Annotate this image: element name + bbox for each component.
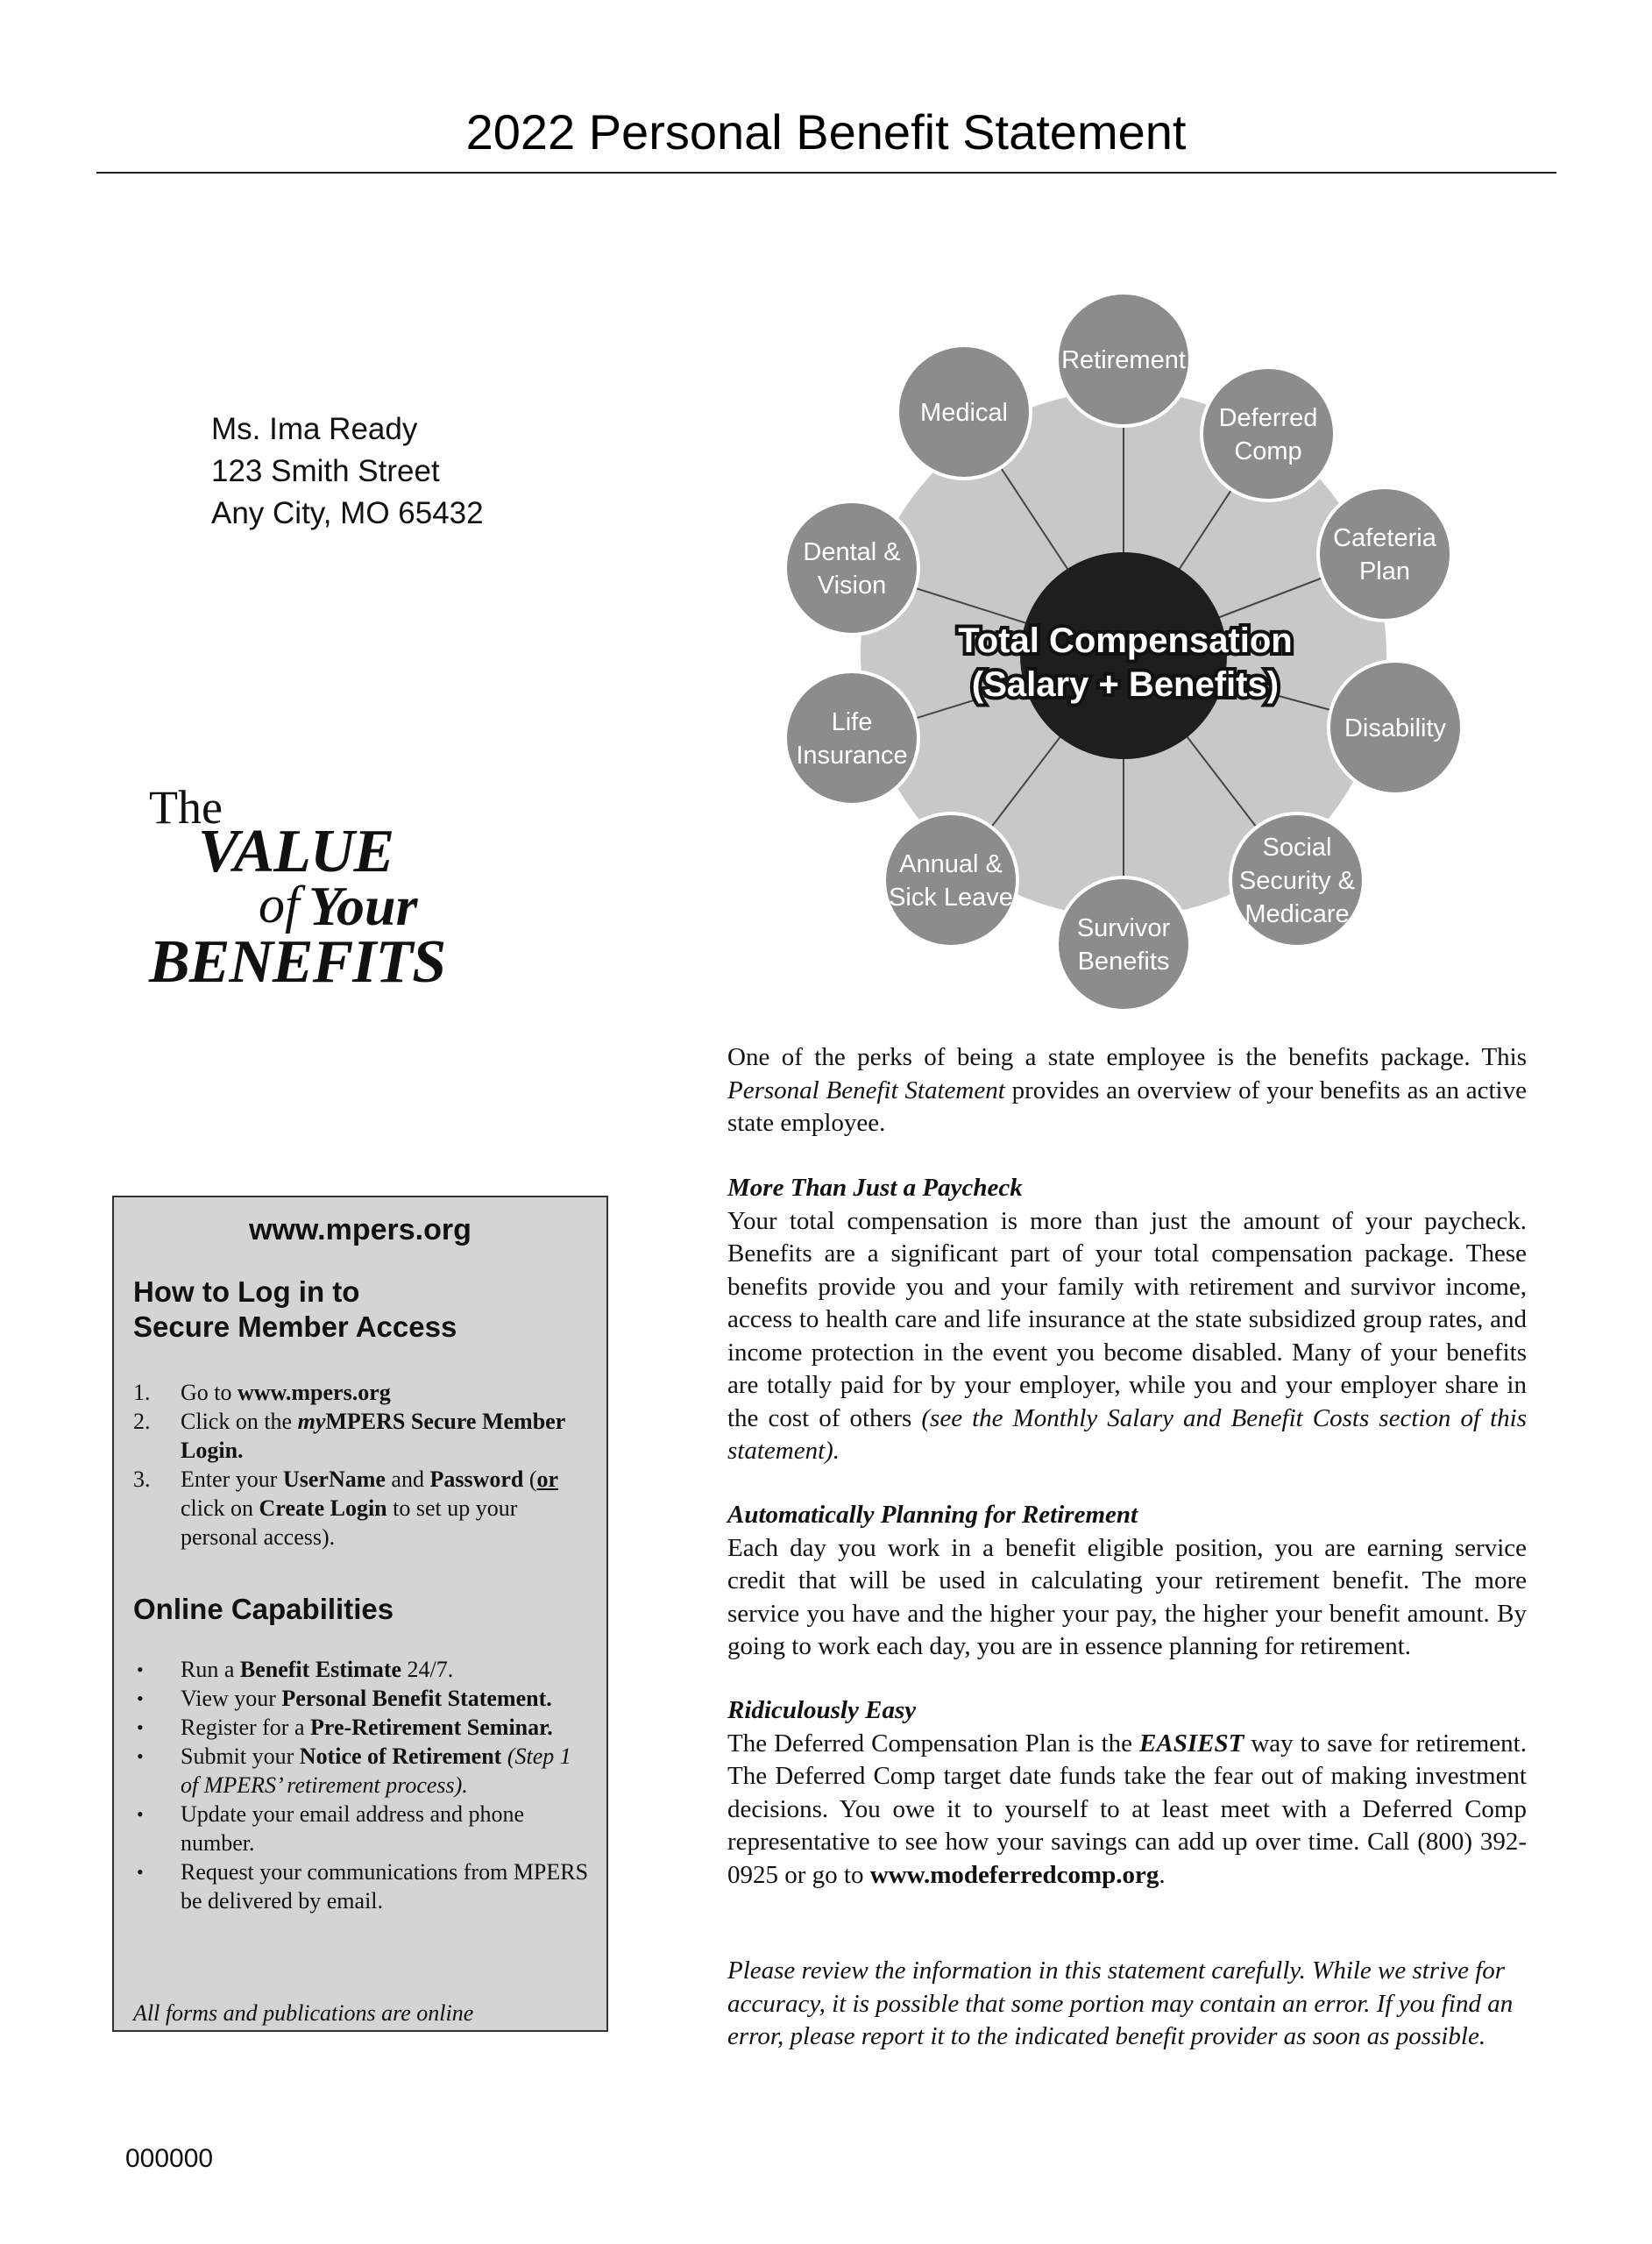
step-number: 3. [133,1466,151,1492]
step-number: 1. [133,1380,151,1405]
dental-vision-bubble-shape [785,501,918,635]
logo-word-your: Your [308,875,418,937]
bullet-icon: • [137,1716,144,1738]
capabilities-list [133,1655,589,1915]
capability-emphasis: Pre-Retirement Seminar. [310,1715,553,1740]
capability-item [133,1713,589,1742]
step-text: click on [181,1495,259,1521]
dental-vision-label: Dental & [803,538,901,566]
dental-vision-label: Vision [817,572,887,600]
statement-name: Personal Benefit Statement [727,1076,1005,1104]
easy-text: . [1159,1860,1166,1889]
capability-emphasis: Notice of Retirement [299,1743,502,1769]
recipient-city: Any City, MO 65432 [211,496,484,530]
my-prefix: my [297,1409,326,1434]
capability-text: Request your communications from MPERS be delivered by email. [181,1859,589,1914]
bullet-icon: • [137,1687,144,1709]
planning-section [727,1499,1527,1664]
planning-text: Each day you work in a benefit eligible position, you are earning service credit that will be used in calculating your retirement benefit. The more service you have and the higher your pay, the higher your benefit amount. By going to work each day, you are in essence planning for retirement. [727,1533,1527,1660]
mpers-website-link[interactable]: www.mpers.org [249,1213,471,1246]
logo-word-the: The [149,781,223,834]
title-divider [96,172,1556,174]
center-label-title: Total Compensation [958,621,1293,660]
deferred-comp-label: Deferred [1218,404,1318,432]
annual-sick-leave-bubble-shape [884,813,1017,947]
intro-text: One of the perks of being a state employee is the benefits package. This [727,1043,1527,1071]
cafeteria-plan-label: Plan [1358,557,1411,586]
capability-text: View your [181,1686,282,1711]
easiest-emphasis: EASIEST [1139,1729,1244,1758]
capability-text: 24/7. [401,1657,454,1682]
member-access-box [112,1196,608,2032]
life-insurance-bubble-shape [785,671,918,805]
logo-word-of: of [259,876,300,934]
create-login-text: Create Login [259,1495,387,1521]
total-compensation-diagram [771,280,1648,1026]
online-capabilities-heading: Online Capabilities [133,1593,394,1625]
easy-text: The Deferred Compensation Plan is the [727,1729,1140,1758]
paycheck-text: Your total compensation is more than just the amount of your paycheck. Benefits are a significant part of your total compensation package. These benefits provide you and your family with retirement and survivor income, access to health care and life insurance at the state subsidized group rates, and income protection in the event you become disabled. Many of your benefits are totally paid for by your employer, while you and your employer share in the cost of others [727,1206,1527,1432]
bubble-cafeteria-plan [1318,487,1451,621]
paycheck-note: (see the Monthly Salary and Benefit Costs section of this statement). [727,1403,1527,1465]
deferred-comp-bubble-shape [1202,367,1335,501]
capability-item [133,1742,589,1800]
paycheck-heading: More Than Just a Paycheck [727,1174,1023,1202]
step-text: Enter your [181,1466,283,1492]
bubble-social-security [1230,813,1364,947]
forms-online-note: All forms and publications are online [133,2000,474,2026]
logo-word-benefits: BENEFITS [149,928,446,996]
login-steps-list [133,1378,589,1552]
document-code: 000000 [125,2144,214,2173]
login-step [133,1465,589,1552]
mpers-url-text: www.mpers.org [238,1380,391,1405]
center-label-subtitle: (Salary + Benefits) [971,665,1280,704]
survivor-benefits-bubble-shape [1057,877,1190,1011]
capability-text: Submit your [181,1743,300,1769]
capability-item [133,1655,589,1684]
medical-label: Medical [920,399,1008,427]
life-insurance-label: Insurance [796,742,908,770]
annual-sick-leave-label: Sick Leave [889,884,1013,912]
capability-emphasis: Personal Benefit Statement. [281,1686,552,1711]
step-text: ( [523,1466,537,1492]
step-text: to set up your personal access). [181,1495,518,1550]
bubble-annual-sick-leave [884,813,1017,947]
bullet-icon: • [137,1745,144,1767]
disability-label: Disability [1344,714,1447,742]
social-security-label: Security & [1238,867,1356,895]
bubble-dental-vision [785,501,918,635]
life-insurance-label: Life [831,708,873,736]
bubble-deferred-comp [1202,367,1335,501]
disclaimer-paragraph: Please review the information in this statement carefully. While we strive for accuracy, it is possible that some portion may contain an error. If you find an error, please report it to the indicated benefit provider as soon as possible. [727,1956,1514,2050]
bullet-icon: • [137,1803,144,1825]
capability-text: Update your email address and phone number. [181,1801,525,1856]
recipient-street: 123 Smith Street [211,454,440,488]
bubble-life-insurance [785,671,918,805]
social-security-label: Social [1262,834,1332,862]
login-heading-line-1: How to Log in to [133,1275,360,1308]
capability-note: (Step 1 of MPERS’ retirement process). [181,1743,571,1798]
cafeteria-plan-bubble-shape [1318,487,1451,621]
step-number: 2. [133,1409,151,1434]
or-text: or [536,1466,559,1492]
login-heading-line-2: Secure Member Access [133,1310,457,1343]
login-step [133,1378,589,1407]
planning-heading: Automatically Planning for Retirement [727,1501,1138,1529]
logo-word-value: VALUE [198,818,394,885]
step-text: Go to [181,1380,238,1405]
intro-paragraph [727,1041,1527,1140]
login-step [133,1407,589,1465]
capability-item [133,1800,589,1857]
deferred-comp-link[interactable]: www.modeferredcomp.org [869,1860,1159,1889]
easy-section [727,1694,1527,1892]
recipient-name: Ms. Ima Ready [211,412,418,446]
capability-item [133,1857,589,1915]
easy-heading: Ridiculously Easy [727,1696,917,1724]
bullet-icon: • [137,1658,144,1680]
deferred-comp-label: Comp [1234,437,1302,465]
capability-emphasis: Benefit Estimate [239,1657,402,1682]
bullet-icon: • [137,1861,144,1883]
capability-item [133,1684,589,1713]
bubble-disability [1329,661,1462,794]
secure-login-text: MPERS Secure Member Login. [181,1409,565,1463]
cafeteria-plan-label: Cafeteria [1333,524,1436,552]
social-security-label: Medicare [1244,900,1350,928]
step-text: Click on the [181,1409,298,1434]
survivor-benefits-label: Survivor [1076,914,1171,942]
intro-text: provides an overview of your benefits as an active state employee. [727,1076,1527,1137]
capability-text: Register for a [181,1715,311,1740]
survivor-benefits-label: Benefits [1077,948,1170,976]
retirement-label: Retirement [1061,346,1186,374]
step-text: and [385,1466,430,1492]
password-text: Password [429,1466,524,1492]
bubble-survivor-benefits [1057,877,1190,1011]
bubble-retirement [1057,293,1190,426]
paycheck-section [727,1172,1527,1468]
username-text: UserName [282,1466,386,1492]
bubble-medical [897,345,1031,479]
page-title: 2022 Personal Benefit Statement [465,104,1187,160]
easy-text: way to save for retirement. The Deferred Comp target date funds take the fear out of making investment decisions. You owe it to yourself to at least meet with a Deferred Comp representative to see how your savings can add up over time. Call (800) 392-0925 or go to [727,1729,1527,1889]
capability-text: Run a [181,1657,240,1682]
annual-sick-leave-label: Annual & [899,850,1003,878]
